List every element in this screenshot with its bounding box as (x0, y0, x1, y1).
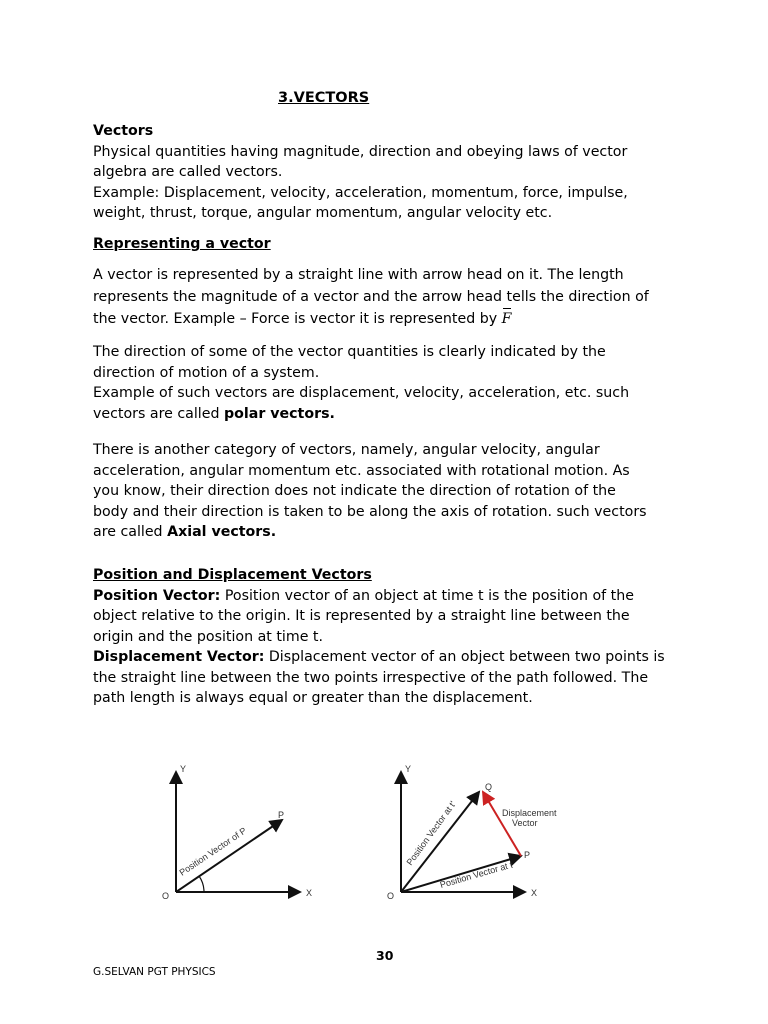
position-vector-label: Position Vector: (93, 587, 221, 604)
axial-line: body and their direction is taken to be along the axis of rotation. such vectors (93, 503, 647, 520)
point-p-label: P (524, 850, 531, 860)
representing-body (93, 264, 683, 330)
vector-bar-icon (503, 308, 512, 309)
polar-line: direction of motion of a system. (93, 364, 320, 381)
vectors-line: weight, thrust, torque, angular momentum, angular velocity etc. (93, 205, 553, 221)
y-axis-label: Y (405, 764, 412, 774)
axial-line: There is another category of vectors, namely, angular velocity, angular (93, 442, 600, 458)
axial-line: you know, their direction does not indicate the direction of rotation of the (93, 483, 616, 499)
origin-label: O (162, 891, 170, 901)
polar-line: The direction of some of the vector quantities is clearly indicated by the (93, 344, 606, 360)
representing-line-text: the vector. Example – Force is vector it is represented by (93, 311, 498, 327)
displacement-label-line2: Vector (512, 818, 538, 828)
page-number: 30 (376, 948, 394, 963)
position-heading: Position and Displacement Vectors (93, 567, 372, 583)
vectors-line: algebra are called vectors. (93, 164, 283, 180)
displacement-vector-label: Displacement Vector: (93, 649, 265, 665)
position-vector-t-label: Position Vector at t (438, 859, 514, 890)
representing-heading: Representing a vector (93, 236, 271, 252)
y-axis-label: Y (180, 764, 187, 774)
x-axis-label: X (306, 888, 313, 898)
polar-vectors-term: polar vectors. (223, 405, 335, 422)
footer-author: G.SELVAN PGT PHYSICS (93, 966, 216, 978)
axial-line: are called Axial vectors. (93, 524, 277, 540)
position-section (93, 565, 683, 709)
representing-section (93, 234, 683, 255)
vectors-line: Physical quantities having magnitude, direction and obeying laws of vector (93, 143, 628, 160)
point-q-label: Q (485, 782, 493, 792)
axial-vectors-term: Axial vectors. (167, 524, 277, 540)
x-axis-label: X (531, 888, 538, 898)
position-vector-line: object relative to the origin. It is represented by a straight line between the (93, 608, 630, 624)
representing-line: A vector is represented by a straight line with arrow head on it. The length (93, 267, 624, 283)
polar-line: Example of such vectors are displacement, velocity, acceleration, etc. such (93, 385, 630, 401)
displacement-vector-line: Displacement Vector: Displacement vector of an object between two points is (93, 649, 665, 665)
representing-line (93, 308, 683, 330)
page-title: 3.VECTORS (278, 90, 370, 106)
axial-line: acceleration, angular momentum etc. associated with rotational motion. As (93, 462, 630, 479)
force-vector-symbol: F (502, 308, 512, 330)
position-vector-t-prime-label: Position Vector at t' (404, 799, 458, 868)
vectors-heading: Vectors (93, 123, 154, 139)
polar-line: vectors are called polar vectors. (93, 405, 335, 422)
position-vector-figure (160, 762, 320, 904)
displacement-vector-line: the straight line between the two points irrespective of the path followed. The (93, 669, 649, 686)
axial-section (93, 440, 683, 543)
position-vector-line: Position Vector: Position vector of an object at time t is the position of the (93, 587, 634, 604)
position-vector-line: origin and the position at time t. (93, 628, 324, 645)
position-vector-label: Position Vector of P (177, 825, 249, 878)
vectors-section (93, 121, 683, 224)
origin-label: O (387, 891, 395, 901)
position-vector-arrow (176, 820, 282, 892)
displacement-vector-figure (385, 762, 565, 904)
vectors-line: Example: Displacement, velocity, acceleration, momentum, force, impulse, (93, 184, 628, 201)
point-p-label: P (278, 810, 285, 820)
angle-arc (199, 876, 204, 892)
polar-section (93, 342, 683, 424)
displacement-label-line1: Displacement (502, 808, 557, 818)
representing-line: represents the magnitude of a vector and the arrow head tells the direction of (93, 289, 649, 305)
displacement-vector-line: path length is always equal or greater than the displacement. (93, 690, 533, 706)
